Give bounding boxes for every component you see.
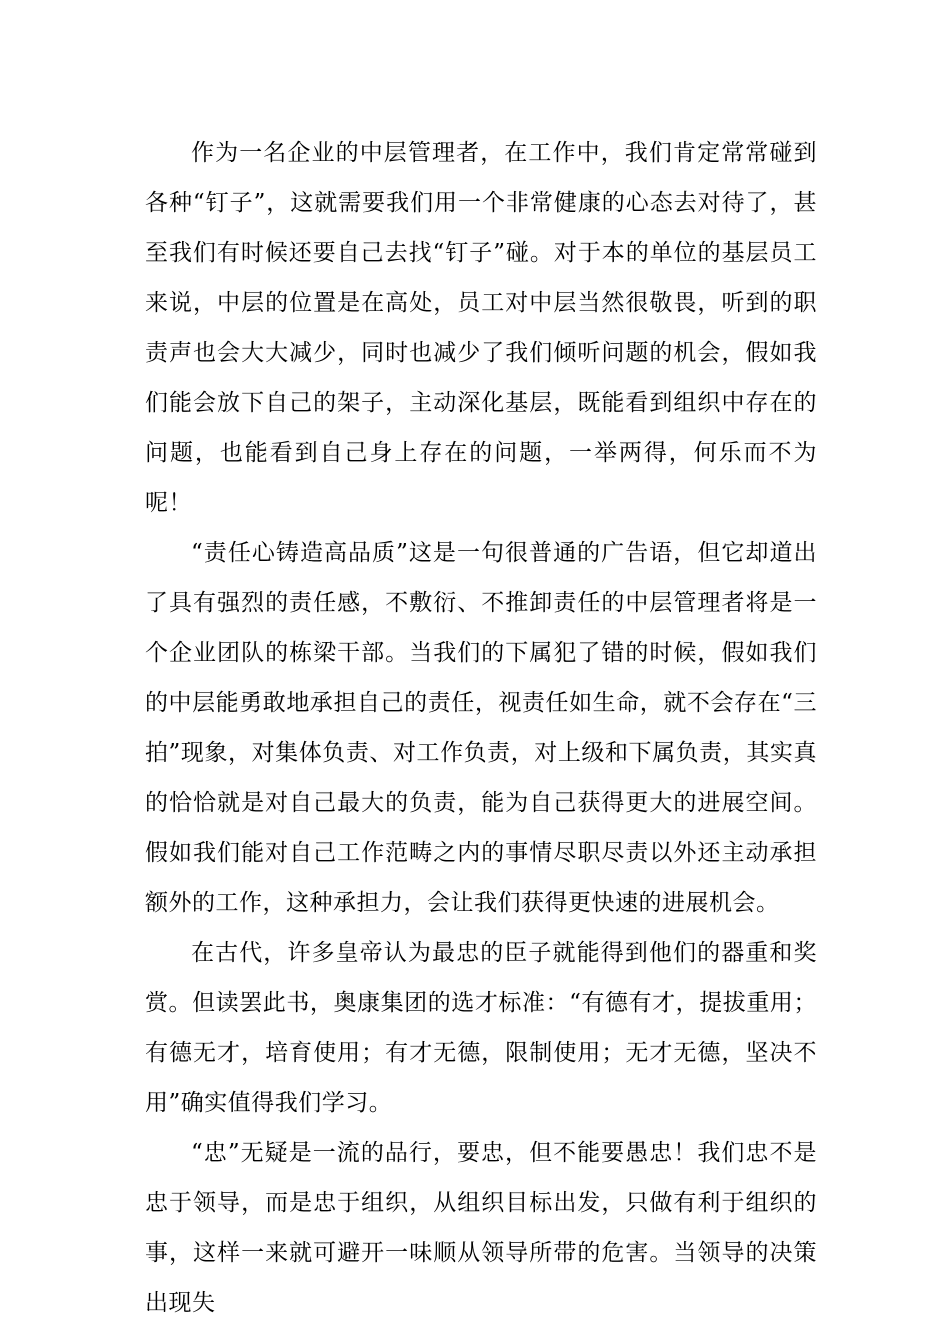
paragraph: 作为一名企业的中层管理者，在工作中，我们肯定常常碰到各种“钉子”，这就需要我们用一个非常健康的心态去对待了，甚至我们有时候还要自己去找“钉子”碰。对于本的单位的基层员工来说，中层的位置是在高处，员工对中层当然很敬畏，听到的职责声也会大大减少，同时也减少了我们倾听问题的机会，假如我们能会放下自己的架子，主动深化基层，既能看到组织中存在的问题，也能看到自己身上存在的问题，一举两得，何乐而不为呢！: [145, 140, 817, 516]
document-body: [145, 128, 817, 1328]
paragraph: “责任心铸造高品质”这是一句很普通的广告语，但它却道出了具有强烈的责任感，不敷衍、不推卸责任的中层管理者将是一个企业团队的栋梁干部。当我们的下属犯了错的时候，假如我们的中层能勇敢地承担自己的责任，视责任如生命，就不会存在“三拍”现象，对集体负责、对工作负责，对上级和下属负责，其实真的恰恰就是对自己最大的负责，能为自己获得更大的进展空间。假如我们能对自己工作范畴之内的事情尽职尽责以外还主动承担额外的工作，这种承担力，会让我们获得更快速的进展机会。: [145, 540, 817, 916]
paragraph: 在古代，许多皇帝认为最忠的臣子就能得到他们的器重和奖赏。但读罢此书，奥康集团的选才标准：“有德有才，提拔重用；有德无才，培育使用；有才无德，限制使用；无才无德，坚决不用”确实值得我们学习。: [145, 940, 817, 1116]
paragraph: “忠”无疑是一流的品行，要忠，但不能要愚忠！我们忠不是忠于领导，而是忠于组织，从组织目标出发，只做有利于组织的事，这样一来就可避开一味顺从领导所带的危害。当领导的决策出现失: [145, 1140, 817, 1316]
